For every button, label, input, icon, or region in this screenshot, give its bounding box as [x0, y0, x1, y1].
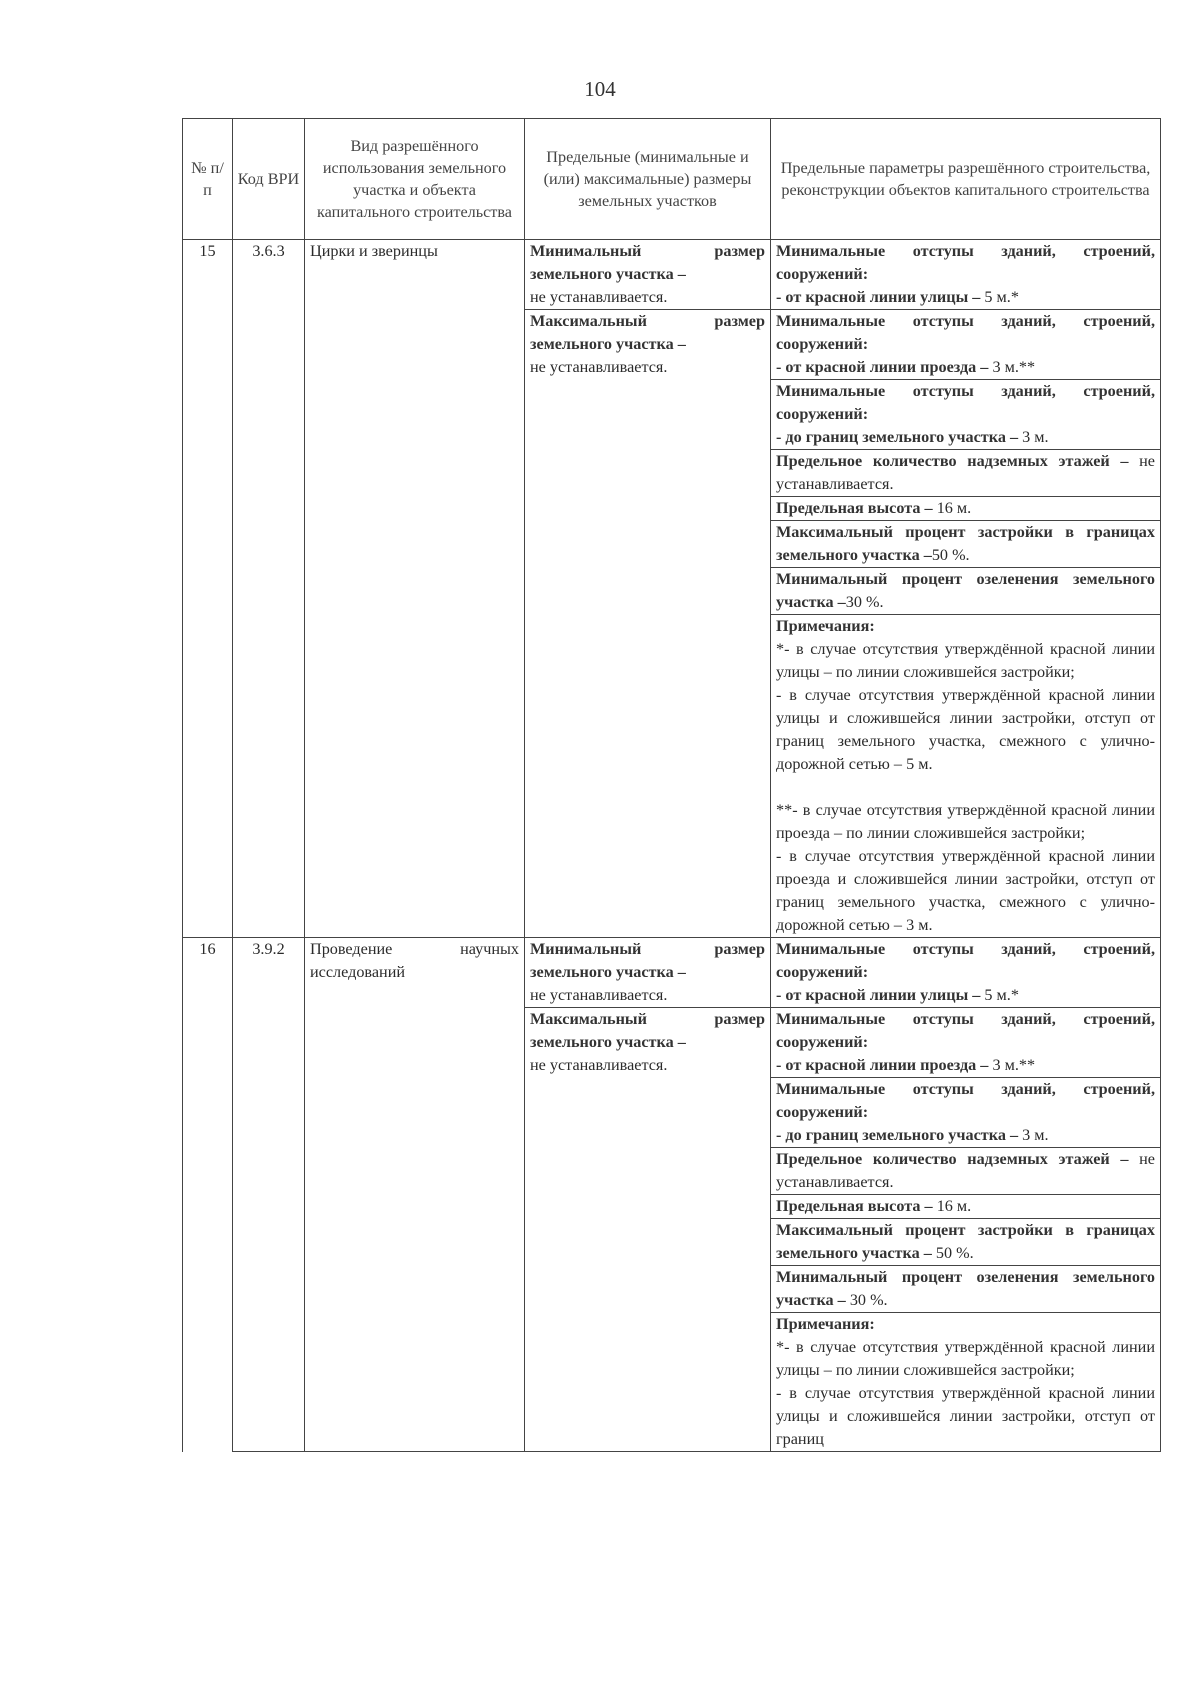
row-kind: Цирки и зверинцы — [305, 240, 525, 938]
param-line-label: - от красной линии улицы – — [776, 288, 981, 306]
param-cell — [771, 310, 1161, 380]
param-label: Минимальные отступы зданий, строений, сооружений: — [776, 1010, 1155, 1051]
param-cell — [771, 450, 1161, 497]
row-num: 16 — [183, 938, 233, 1452]
param-line-label: - от красной линии улицы – — [776, 986, 981, 1004]
table-row — [183, 938, 1161, 1008]
param-value: 5 м.* — [980, 288, 1019, 306]
param-value: 50 %. — [931, 546, 970, 564]
min-size-label: Минимальный размер земельного участка – — [530, 242, 765, 283]
notes-cell — [771, 1313, 1161, 1452]
row-kind: Проведение научных исследований — [305, 938, 525, 1452]
table-row — [183, 240, 1161, 310]
param-label: Минимальный процент озеленения земельного участка – — [776, 570, 1155, 611]
max-size-label: Максимальный размер земельного участка – — [530, 1010, 765, 1051]
param-line-label: - до границ земельного участка – — [776, 1126, 1019, 1144]
param-cell — [771, 1195, 1161, 1219]
param-label: Максимальный процент застройки в границах земельного участка – — [776, 523, 1155, 564]
max-size-value: не устанавливается. — [530, 1056, 668, 1074]
param-line-label: - от красной линии проезда – — [776, 358, 989, 376]
notes-title: Примечания: — [776, 617, 875, 635]
param-label: Предельная высота – — [776, 499, 933, 517]
param-label: Предельное количество надземных этажей – — [776, 1150, 1129, 1168]
notes-title: Примечания: — [776, 1315, 875, 1333]
header-code: Код ВРИ — [233, 119, 305, 240]
max-size-value: не устанавливается. — [530, 358, 668, 376]
param-cell — [771, 1008, 1161, 1078]
param-cell — [771, 1219, 1161, 1266]
min-size-value: не устанавливается. — [530, 288, 668, 306]
row-num: 15 — [183, 240, 233, 938]
max-size-cell — [525, 310, 771, 938]
param-label: Минимальный процент озеленения земельного участка – — [776, 1268, 1155, 1309]
param-label: Максимальный процент застройки в границах земельного участка – — [776, 1221, 1155, 1262]
param-value: 3 м.** — [988, 1056, 1036, 1074]
note-text: - в случае отсутствия утверждённой красной линии улицы и сложившейся линии застройки, отступ от границ земельного участка, смежного с улично-дорожной сетью – 5 м. — [776, 686, 1155, 773]
param-value: 3 м.** — [988, 358, 1036, 376]
param-label: Минимальные отступы зданий, строений, сооружений: — [776, 382, 1155, 423]
param-cell — [771, 1266, 1161, 1313]
note-text: *- в случае отсутствия утверждённой красной линии улицы – по линии сложившейся застройки; — [776, 1338, 1155, 1379]
param-cell — [771, 1078, 1161, 1148]
note-text: **- в случае отсутствия утверждённой красной линии проезда – по линии сложившейся застройки; — [776, 801, 1155, 842]
param-label: Предельное количество надземных этажей – — [776, 452, 1129, 470]
header-row — [183, 119, 1161, 240]
param-cell — [771, 568, 1161, 615]
param-value: 3 м. — [1018, 1126, 1049, 1144]
param-line-label: - от красной линии проезда – — [776, 1056, 989, 1074]
param-cell — [771, 1148, 1161, 1195]
notes-cell — [771, 615, 1161, 938]
param-value: 30 %. — [845, 1291, 888, 1309]
param-label: Предельная высота – — [776, 1197, 933, 1215]
param-value: 50 %. — [931, 1244, 974, 1262]
param-value: 16 м. — [932, 1197, 972, 1215]
param-cell — [771, 240, 1161, 310]
min-size-cell — [525, 240, 771, 310]
page-number: 104 — [584, 77, 616, 101]
param-value: 3 м. — [1018, 428, 1049, 446]
note-text: - в случае отсутствия утверждённой красной линии улицы и сложившейся линии застройки, отступ от границ — [776, 1384, 1155, 1448]
param-label: Минимальные отступы зданий, строений, сооружений: — [776, 242, 1155, 283]
min-size-cell — [525, 938, 771, 1008]
param-cell — [771, 521, 1161, 568]
max-size-label: Максимальный размер земельного участка – — [530, 312, 765, 353]
param-line-label: - до границ земельного участка – — [776, 428, 1019, 446]
param-cell — [771, 380, 1161, 450]
header-size: Предельные (минимальные и (или) максимальные) размеры земельных участков — [525, 119, 771, 240]
param-value: 5 м.* — [980, 986, 1019, 1004]
note-text: *- в случае отсутствия утверждённой красной линии улицы – по линии сложившейся застройки; — [776, 640, 1155, 681]
header-kind: Вид разрешённого использования земельного участка и объекта капитального строительства — [305, 119, 525, 240]
max-size-cell — [525, 1008, 771, 1452]
row-code: 3.9.2 — [233, 938, 305, 1452]
param-value: 16 м. — [932, 499, 972, 517]
param-label: Минимальные отступы зданий, строений, сооружений: — [776, 1080, 1155, 1121]
min-size-value: не устанавливается. — [530, 986, 668, 1004]
param-value: 30 %. — [845, 593, 884, 611]
param-label: Минимальные отступы зданий, строений, сооружений: — [776, 940, 1155, 981]
header-params: Предельные параметры разрешённого строительства, реконструкции объектов капитального строительства — [771, 119, 1161, 240]
regulations-table — [182, 118, 1161, 1452]
param-cell — [771, 497, 1161, 521]
header-num: № п/п — [183, 119, 233, 240]
min-size-label: Минимальный размер земельного участка – — [530, 940, 765, 981]
param-cell — [771, 938, 1161, 1008]
param-label: Минимальные отступы зданий, строений, сооружений: — [776, 312, 1155, 353]
row-code: 3.6.3 — [233, 240, 305, 938]
param-value: не устанавливается. — [776, 452, 1155, 493]
param-value: не устанавливается. — [776, 1150, 1155, 1191]
note-text: - в случае отсутствия утверждённой красной линии проезда и сложившейся линии застройки, отступ от границ земельного участка, смежного с улично-дорожной сетью – 3 м. — [776, 847, 1155, 934]
